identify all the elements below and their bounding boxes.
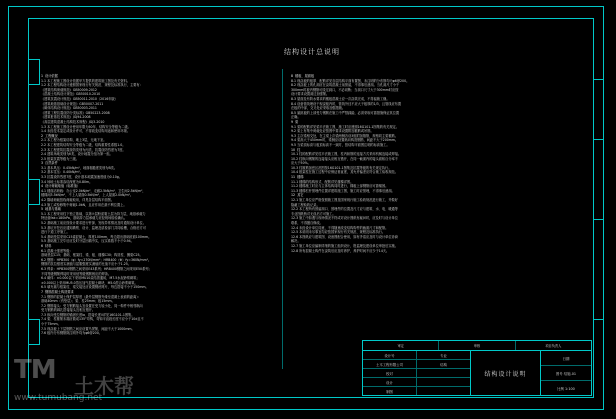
spec-line: 1.2 本工程结构设计遵照国家现行有关规范、规程及标准执行，主要有： — [41, 83, 143, 88]
spec-line: 6 材料 — [41, 243, 52, 248]
spec-line: 9 梁 — [291, 119, 299, 124]
title-block-cell: 审核 — [439, 341, 515, 350]
spec-line: 设计要求设置洞边加强筋。 — [291, 92, 330, 97]
title-block-cell — [417, 387, 470, 395]
spec-line: 基础40mm（有垫层）；梁、柱25mm；板15mm。 — [41, 299, 115, 304]
spec-line: 9.2 梁上有集中荷载处应按图中要求设置附加箍筋或吊筋。 — [291, 129, 374, 134]
spec-line: 6.3 焊条：HPB300钢筋之间采用E43系列；HRB400钢筋之间采用E50系列； — [41, 266, 152, 271]
spec-line: 2.5 框架抗震等级为三级。 — [41, 156, 79, 161]
title-block-meta: 比例 1:100 — [557, 386, 575, 391]
column-divider — [282, 69, 283, 369]
watermark-brand: TM www.tumubang.net — [14, 357, 102, 411]
title-block-cell: 制图 — [363, 387, 417, 395]
spec-line: 基础垫层C15；基础、框架柱、梁、板、楼梯C30；构造柱、圈梁C25。 — [41, 253, 143, 258]
spec-line: 钢筋的抗拉强度实测值与屈服强度实测值的比值不应小于1.25。 — [41, 262, 131, 267]
spec-line: 8 楼板、屋面板 — [291, 74, 315, 78]
title-block-cell: 设计号 — [363, 351, 417, 359]
spec-line: 应大于50%。 — [291, 161, 311, 166]
spec-line: 5.3 基坑开挖后应通知勘察、设计、监理及质检部门共同验槽，合格后方可 — [41, 225, 146, 230]
title-block-row — [363, 351, 470, 360]
spec-line: 12.2 本工程所有预留洞口、预埋件的位置及尺寸应与建筑、水、电、暖通等 — [291, 207, 398, 212]
spec-line: 5.1 本工程采用柱下独立基础，以第②层粉质黏土层为持力层，地基承载力 — [41, 211, 146, 216]
spec-line: 10.2 柱纵向钢筋的连接接头应相互错开，在同一截面内的接头面积百分率不 — [291, 156, 398, 161]
spec-line: 12.5 本说明未尽事宜均应按国家现行有关规范、规程及标准执行。 — [291, 230, 386, 235]
page-title: 结构设计总说明 — [284, 48, 340, 56]
left-stub-box — [28, 179, 40, 205]
title-block-meta: 图号 结施-01 — [541, 366, 591, 381]
spec-line: 8.4 设备管线埋设于现浇板内时，管线外径不应大于板厚的1/3，且管线应布置 — [291, 101, 402, 106]
spec-line: 《建筑地基基础设计规范》GB50007-2011 — [41, 101, 104, 106]
title-block-cell: 审定 — [363, 341, 439, 350]
title-block-cell — [417, 369, 470, 377]
spec-line: 小于75mm。 — [41, 322, 61, 327]
spec-line: 4.2 隔墙荷载按线荷载取用，详见各层结构平面图。 — [41, 198, 115, 203]
left-stub-box — [28, 59, 40, 85]
spec-line: 《建筑桩基技术规范》JGJ94-2008 — [41, 115, 91, 120]
spec-line: 专业图纸核对无误后方可施工。 — [291, 211, 336, 216]
title-block-cell: 土木工程有限公司 — [363, 360, 417, 368]
spec-line: 11 楼梯 — [291, 175, 304, 180]
spec-line: 10.4 框架柱在施工过程中应保证垂直度，其允许偏差应符合施工验收规范。 — [291, 170, 398, 175]
spec-line: 1.4 未经技术鉴定或设计许可，不得改变结构用途和使用环境。 — [41, 129, 130, 134]
spec-line: 隐蔽工程验收记录。 — [291, 202, 320, 207]
spec-line: 楼梯间3.5kN/m²，不上人屋面0.5kN/m²，上人屋面2.0kN/m²。 — [41, 193, 134, 198]
spec-line: 12.8 所有混凝土构件在浇筑后应及时养护，养护时间不应少于14天。 — [291, 248, 390, 253]
spec-line: 1 设计依据 — [41, 74, 58, 78]
spec-line: 进行下道工序施工。 — [41, 230, 70, 235]
drawing-name: 结构设计说明 — [471, 351, 541, 395]
title-block-cell: 项目负责人 — [545, 344, 562, 348]
spec-line: 6.4 砌体：±0.000以下采用MU10烧结普通砖，M7.5水泥砂浆砌筑； — [41, 276, 140, 281]
spec-line: 12 其它 — [291, 193, 304, 198]
title-block — [362, 350, 592, 396]
spec-line: 解决。 — [291, 239, 301, 244]
spec-line: 《砌体结构设计规范》GB50003-2011 — [41, 106, 97, 111]
spec-line: 正确。 — [291, 115, 301, 120]
title-block-row — [363, 387, 470, 395]
title-block-cell: 设计 — [363, 378, 417, 386]
spec-line: 不同等级钢筋焊接时采用低等级钢筋相应的焊条。 — [41, 271, 112, 276]
spec-line: ±0.000以上采用MU5.0蒸压加气混凝土砌块，M5.0混合砂浆砌筑。 — [41, 280, 138, 285]
spec-line: 9.4 梁高大于450mm时，梁侧应设置纵向构造钢筋，间距不大于200mm。 — [291, 138, 399, 143]
spec-line: 《建筑抗震设计规范》GB50011-2010（2016年版） — [41, 96, 118, 101]
spec-line: 《建筑结构荷载规范》GB50009-2012 — [41, 87, 97, 92]
spec-line: 8.3 屋面及有防水要求的楼板混凝土应一次浇筑完成，不得留施工缝。 — [291, 96, 390, 101]
title-block-approval-row — [362, 340, 592, 350]
spec-line: 《高层建筑混凝土结构技术规程》JGJ3-2010 — [41, 119, 105, 124]
spec-line: 9.5 当梁顶标高与板顶标高不一致时，按结构平面图注明的标高施工。 — [291, 142, 390, 147]
spec-line: 3.3 抗震设防烈度7度，设计基本地震加速度值为0.10g。 — [41, 175, 122, 180]
spec-line: 5.5 基础施工完毕后应及时分层回填夯实，压实系数不小于0.94。 — [41, 239, 134, 244]
spec-line: 10.3 柱箍筋加密区范围按16G101-1图集及抗震等级的有关规定执行。 — [291, 165, 392, 170]
spec-line: 12.6 本图纸应与建筑图、设备图配合使用，如有矛盾应及时与设计单位协商 — [291, 234, 398, 239]
spec-line: 12.1 施工单位应严格按照施工图及国家现行施工验收规范进行施工，并做好 — [291, 198, 398, 203]
spec-line: 4.3 施工或检修集中荷载1.0kN，且应作用在最不利位置上。 — [41, 202, 127, 207]
title-block-row — [363, 360, 470, 369]
sheet-inner-border — [28, 18, 594, 398]
title-block-meta: 日期 — [541, 351, 591, 366]
spec-line: 联系，不得擅自修改。 — [291, 221, 323, 225]
spec-line: 4 设计荷载取值（标准值） — [41, 184, 81, 189]
spec-line: 6.1 混凝土强度等级： — [41, 248, 73, 253]
spec-line: 1.3 本工程施工图设计使用年限为50年，结构安全等级为二级。 — [41, 124, 131, 129]
spec-line: 10 柱 — [291, 147, 301, 152]
spec-line: 7 钢筋混凝土构造要求 — [41, 289, 74, 294]
spec-line: 5.2 基础施工前应按设计要求进行钎探，发现异常情况及时通知设计单位。 — [41, 221, 146, 225]
spec-line: 2.3 本工程建筑抗震设防类别为丙类，抗震设防烈度为7度。 — [41, 147, 126, 152]
spec-line: 受力钢筋的绑扎搭接接头宜相互错开。 — [41, 308, 96, 313]
spec-line: 2.4 建筑场地类别为II类，设计地震分组为第一组。 — [41, 152, 113, 157]
spec-line: 11.1 楼梯的结构形式、配筋详见楼梯详图。 — [291, 179, 354, 184]
spec-line: 特征值fak=180kPa，基础持力层承载力应经现场检验确认。 — [41, 216, 128, 221]
spec-line: 7.5 现浇板上下层钢筋之间应设置马凳筋，间距不大于1000mm。 — [41, 326, 135, 331]
edge-tick — [593, 219, 603, 220]
spec-line: 在板的中部，交叉处应采取加强措施。 — [291, 106, 346, 111]
edge-tick — [593, 139, 603, 140]
spec-line: 8.1 现浇板的板厚、配筋详见各层结构平面布置图，未注明的分布筋均为φ6@200。 — [291, 78, 410, 83]
spec-line: 12.3 施工中如遇与现场情况不符或对设计图纸有疑问时，应及时与设计单位 — [291, 216, 398, 221]
spec-line: 7.6 板内分布钢筋除注明外均为φ6@200。 — [41, 331, 102, 336]
spec-line: 5 地基与基础 — [41, 207, 61, 212]
spec-line: 3.1 基本风压：0.45kN/m²，地面粗糙度类别为B类。 — [41, 165, 118, 170]
spec-line: 7.2 钢筋接头：受力钢筋接头宜设置在受力较小处，同一构件中相邻纵向 — [41, 303, 143, 308]
spec-line: 7.1 钢筋的混凝土保护层厚度（最外层钢筋外缘至混凝土表面的距离）： — [41, 294, 142, 299]
spec-line: 10.1 柱的配筋详见柱平法施工图，柱内纵筋的连接方式采用机械连接或焊接。 — [291, 152, 402, 157]
edge-tick — [593, 319, 603, 320]
title-block-right — [541, 351, 591, 395]
title-block-row — [363, 378, 470, 387]
spec-line: 6.2 钢筋：HPB300（φ）fy=270N/mm²；HRB400（Φ）fy=360N/mm²。 — [41, 257, 152, 262]
title-block-row — [363, 369, 470, 378]
watermark-brand-cn: 土木帮 — [74, 374, 134, 398]
spec-line: 3.2 基本雪压：0.40kN/m²。 — [41, 170, 83, 175]
spec-text-right-column — [291, 74, 541, 253]
spec-line: 1.1 本工程施工图设计依据甲方提供的建筑施工图及有关资料。 — [41, 78, 130, 83]
title-block-cell: 专业 — [440, 353, 447, 358]
spec-line: 8.2 现浇板上的孔洞应在浇筑混凝土前预留，不得事后凿洞。当孔洞尺寸小于 — [291, 83, 400, 88]
title-block-cell — [417, 378, 470, 386]
spec-line: 7.3 纵向受拉钢筋的锚固长度la、搭接长度ll详见16G101-1图集。 — [41, 312, 135, 317]
spec-text-left-column — [41, 74, 281, 336]
spec-line: 3 自然条件 — [41, 161, 58, 166]
spec-line: 2 工程概况 — [41, 133, 58, 138]
spec-line: 11.3 楼梯栏杆预埋件位置详建筑施工图，施工时应预埋，不得事后凿洞。 — [291, 188, 395, 193]
title-block-cell: 校对 — [363, 369, 417, 377]
spec-line: 3.4 场地土标准冻结深度为0.80m。 — [41, 179, 93, 184]
left-stub-box — [28, 319, 40, 345]
spec-line: 300mm时板内钢筋可绕过洞口，不必切断；当洞口尺寸大于300mm时应按 — [291, 87, 399, 92]
spec-line: 11.2 楼梯施工时应与主体结构同时进行，梯板上部钢筋应可靠锚固。 — [291, 184, 389, 189]
watermark-url: www.tumubang.net — [14, 393, 103, 403]
spec-line: 12.4 未经设计单位同意，不得随意改变结构构件的截面尺寸和配筋。 — [291, 225, 389, 230]
title-block-left — [363, 351, 471, 395]
spec-line: 8.5 悬挑板的上部受力钢筋在施工中严禁踩踏，必须采取可靠措施保证其位置 — [291, 110, 400, 115]
spec-line: 5.4 基础垫层采用C15素混凝土，厚度100mm，每边超出基础底面100mm。 — [41, 234, 152, 239]
spec-line: 2.1 本工程为框架结构，地上3层，无地下室。 — [41, 138, 107, 143]
spec-line: 4.1 楼面活荷载：办公室2.0kN/m²，走廊2.5kN/m²，卫生间2.5kN/m²， — [41, 188, 146, 193]
spec-line: 9.3 主次梁相交处，在主梁上次梁两侧各设3组附加箍筋，规格同主梁箍筋。 — [291, 133, 398, 138]
spec-line: 《建筑工程抗震设防分类标准》GB50223-2008 — [41, 110, 110, 115]
spec-line: 12.7 施工单位应编制详细的施工组织设计，报监理及建设单位审批后实施。 — [291, 243, 398, 248]
edge-tick — [593, 79, 603, 80]
spec-line: 《混凝土结构设计规范》GB50010-2010 — [41, 92, 101, 97]
spec-line: 6.5 填充墙与框架柱、梁交接处应设置钢丝网片，每边搭接不小于150mm。 — [41, 285, 149, 290]
spec-line: 2.2 本工程建筑结构安全等级为二级，结构重要性系数1.0。 — [41, 142, 126, 147]
spec-line: 7.4 梁、柱箍筋末端应做成135°弯钩，弯钩平直段长度不应小于10d且不 — [41, 317, 144, 322]
title-block-cell: 结构 — [440, 362, 447, 367]
spec-line: 9.1 梁的配筋详见梁平法施工图，施工时应遵照16G101-1图集的有关规定。 — [291, 124, 399, 129]
